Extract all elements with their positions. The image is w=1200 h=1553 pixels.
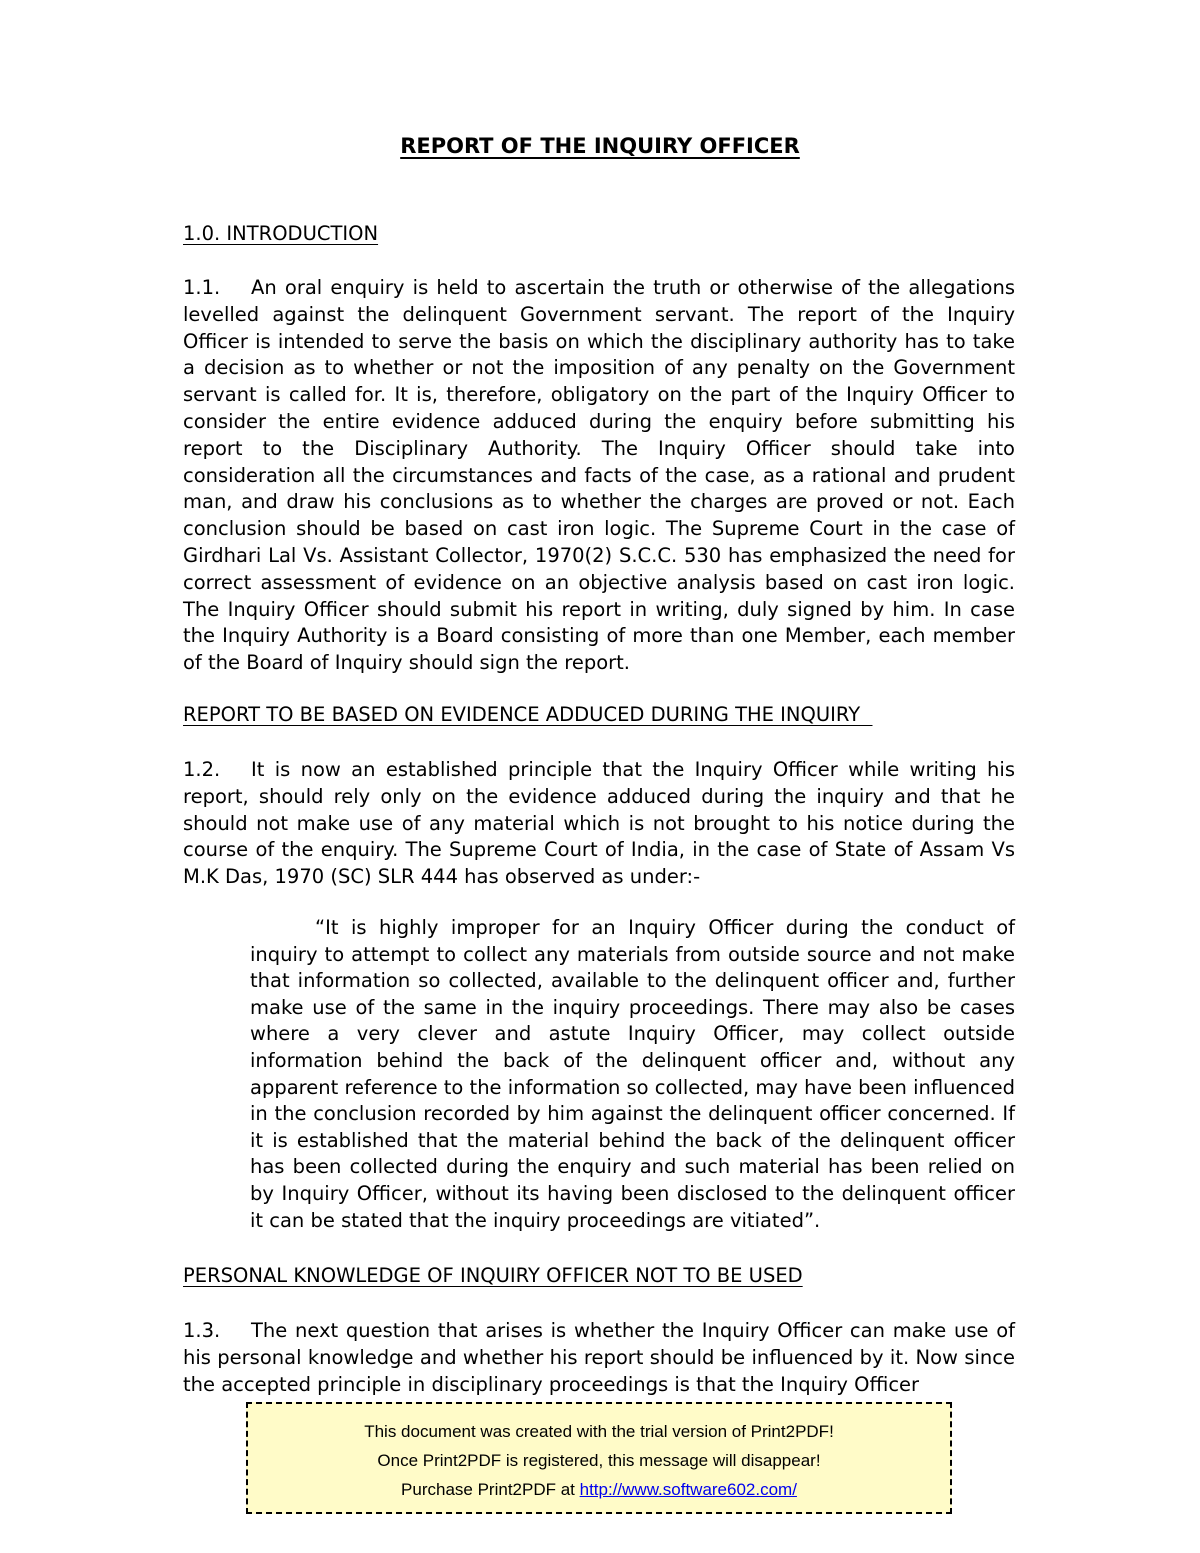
paragraph-text: The next question that arises is whether the Inquiry Officer can make use of his personal knowledge and whether his report should be influenced by it. Now since the accepted principle in disciplinary proceedings is that the Inquiry Officer (183, 1319, 1015, 1396)
heading-introduction: 1.0. INTRODUCTION (183, 222, 379, 245)
document-title: REPORT OF THE INQUIRY OFFICER (400, 134, 800, 158)
paragraph-text: It is now an established principle that the Inquiry Officer while writing his report, should rely only on the evidence adduced during the inquiry and that he should not make use of any material which is not brought to his notice during the course of the enquiry. The Supreme Court of India, in the case of State of Assam Vs M.K Das, 1970 (SC) SLR 444 has observed as under:- (183, 758, 1015, 889)
paragraph-number: 1.3. (183, 1319, 221, 1342)
paragraph-1-3 (183, 1318, 1015, 1398)
notice-purchase-text: Purchase Print2PDF at (401, 1480, 580, 1499)
trial-version-notice (246, 1402, 952, 1514)
notice-line-3 (248, 1475, 950, 1504)
paragraph-text: An oral enquiry is held to ascertain the truth or otherwise of the allegations levelled against the delinquent Government servant. The report of the Inquiry Officer is intended to serve the basis on which the disciplinary authority has to take a decision as to whether or not the imposition of any penalty on the Government servant is called for. It is, therefore, obligatory on the part of the Inquiry Officer to consider the entire evidence adduced during the enquiry before submitting his report to the Disciplinary Authority. The Inquiry Officer should take into consideration all the circumstances and facts of the case, as a rational and prudent man, and draw his conclusions as to whether the charges are proved or not. Each conclusion should be based on cast iron logic. The Supreme Court in the case of Girdhari Lal Vs. Assistant Collector, 1970(2) S.C.C. 530 has emphasized the need for correct assessment of evidence on an objective analysis based on cast iron logic. The Inquiry Officer should submit his report in writing, duly signed by him. In case the Inquiry Authority is a Board consisting of more than one Member, each member of the Board of Inquiry should sign the report. (183, 276, 1015, 675)
paragraph-1-2 (183, 757, 1015, 891)
paragraph-1-1 (183, 275, 1015, 677)
paragraph-number: 1.1. (183, 276, 221, 299)
notice-line-1: This document was created with the trial version of Print2PDF! (364, 1422, 834, 1441)
heading-evidence: REPORT TO BE BASED ON EVIDENCE ADDUCED DURING THE INQUIRY (183, 703, 873, 726)
quotation-block: “It is highly improper for an Inquiry Officer during the conduct of inquiry to attempt to collect any materials from outside source and not make that information so collected, available to the delinquent officer and, further make use of the same in the inquiry proceedings. There may also be cases where a very clever and astute Inquiry Officer, may collect outside information behind the back of the delinquent officer and, without any apparent reference to the information so collected, may have been influenced in the conclusion recorded by him against the delinquent officer concerned. If it is established that the material behind the back of the delinquent officer has been collected during the enquiry and such material has been relied on by Inquiry Officer, without its having been disclosed to the delinquent officer it can be stated that the inquiry proceedings are vitiated”. (250, 916, 1015, 1232)
paragraph-number: 1.2. (183, 758, 221, 781)
notice-line-2: Once Print2PDF is registered, this message will disappear! (377, 1451, 821, 1470)
software602-link[interactable]: http://www.software602.com/ (579, 1480, 797, 1499)
heading-personal-knowledge: PERSONAL KNOWLEDGE OF INQUIRY OFFICER NOT TO BE USED (183, 1264, 803, 1287)
